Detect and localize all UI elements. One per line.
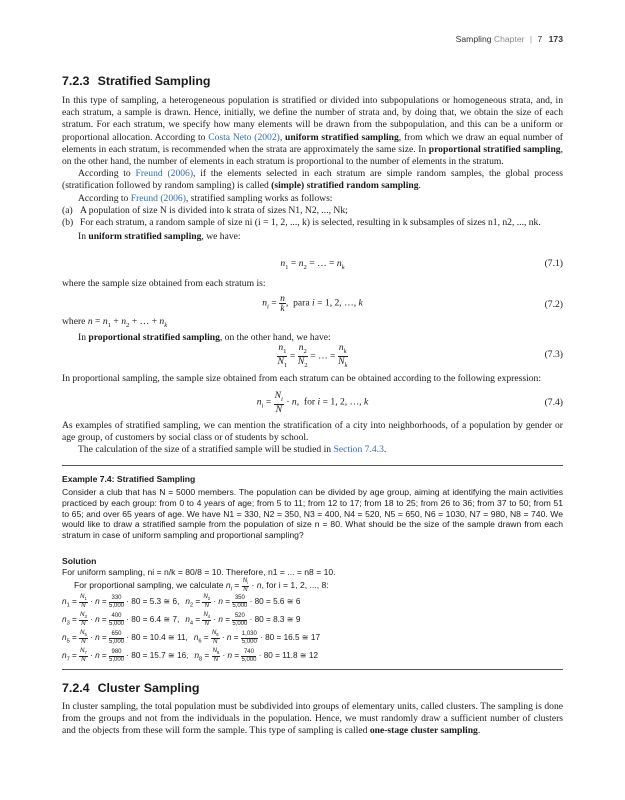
stratum-calc: $n_6$ = $\frac{N_6}{N}$ · n = $\frac{1,030}{5,000}$ · 80 = 16.5 ≅ 17 — [193, 630, 321, 646]
section-title: Stratified Sampling — [97, 74, 211, 88]
citation-freund-1[interactable]: Freund (2006) — [135, 168, 194, 180]
eq-for: for — [303, 396, 316, 408]
equation-7-4 — [62, 391, 563, 415]
eq-para: para — [293, 297, 310, 309]
citation-freund-2[interactable]: Freund (2006) — [130, 192, 186, 204]
paragraph-examples — [62, 420, 563, 457]
text: where — [62, 316, 86, 327]
calculation-row — [62, 630, 320, 646]
text: In cluster sampling, the total population must be subdivided into groups of elementary units, called clusters. The sampling is done from the groups and not from the individuals in the population. Hence, we must randomly draw a sufficient number of clusters and the objects from these will form the sample. This type of sampling is called — [62, 701, 563, 737]
section-heading-724 — [62, 681, 563, 695]
calculation-row — [62, 594, 300, 610]
term-uniform-2: uniform stratified sampling — [88, 231, 202, 243]
calculation-row — [62, 612, 300, 628]
text: According to — [78, 192, 131, 204]
equation-body: $\frac{n_1}{N_1}$ = $\frac{n_2}{N_2}$ = … = $\frac{n_k}{N_k}$ — [277, 342, 348, 369]
term-stratified-random: (simple) stratified random sampling — [271, 180, 419, 192]
uniform-line: For uniform sampling, ni = n/k = 80/8 = 10. Therefore, n1 = ... = n8 = 10. — [62, 567, 336, 577]
header-chapter-word: Chapter — [493, 34, 525, 44]
example-title: Example 7.4: Stratified Sampling — [62, 474, 196, 484]
paragraph-cluster — [62, 701, 563, 738]
equation-number: (7.2) — [544, 299, 563, 310]
text: , if the elements selected in each stratum are simple random samples, the global process (stratification followed by random sampling) is called — [62, 168, 563, 192]
list-label: (b) — [62, 217, 74, 229]
stratum-calc: $n_2$ = $\frac{N_2}{N}$ · n = $\frac{350}{5,000}$ · 80 = 5.6 ≅ 6 — [185, 594, 301, 610]
solution-label: Solution — [62, 556, 97, 566]
text: , — [279, 131, 286, 143]
text: , on the other hand, we have: — [219, 332, 331, 344]
citation-costa-neto[interactable]: Costa Neto (2002) — [208, 131, 280, 143]
link-section-7-4-3[interactable]: Section 7.4.3 — [333, 444, 384, 456]
equation-7-2 — [62, 294, 563, 316]
text: , on the other hand, the number of elements in each stratum is proportional to the number of elements in the stratum. — [62, 143, 563, 168]
text: For proportional sampling, we calculate — [74, 579, 224, 590]
stratum-calc: $n_1$ = $\frac{N_1}{N}$ · n = $\frac{330}{5,000}$ · 80 = 5.3 ≅ 6, — [62, 594, 180, 610]
list-item-a — [62, 205, 563, 217]
text: . — [477, 725, 481, 737]
header-chapter-number: 7 — [537, 34, 543, 44]
section-heading-723 — [62, 74, 563, 88]
section-title: Cluster Sampling — [97, 681, 200, 695]
stratum-calc: $n_5$ = $\frac{N_5}{N}$ · n = $\frac{650}{5,000}$ · 80 = 10.4 ≅ 11, — [62, 630, 188, 646]
equation-7-1 — [62, 258, 563, 274]
example-body: Consider a club that has N = 5000 members. The population can be divided by age group, aiming at identifying the main activities practiced by each group: from 0 to 4 years of age; from 5 to 11; from 12 to 17; from 18 to 25; from 26 to 36; from 37 to 50; from 51 to 65; and over 65 years of age. We have N1 = 330, N2 = 350, N3 = 400, N4 = 520, N5 = 650, N6 = 1030, N7 = 980, N8 = 740. We would like to draw a stratified sample from the population of size n = 80. What should be the size of the sample drawn from each stratum in case of uniform sampling and proportional sampling? — [62, 487, 563, 541]
paragraph-where — [62, 278, 563, 290]
equation-number: (7.3) — [544, 349, 563, 360]
section-number: 7.2.3 — [62, 74, 90, 88]
list-text: A population of size N is divided into k strata of sizes N1, N2, ..., Nk; — [80, 204, 348, 216]
running-header — [456, 34, 563, 44]
example-box — [62, 465, 563, 670]
header-separator: | — [529, 34, 533, 44]
equation-number: (7.4) — [544, 397, 563, 408]
text: , stratified sampling works as follows: — [185, 192, 333, 204]
text: According to — [78, 168, 136, 180]
equation-body: $n_i$ = $\frac{N_i}{N}$ · n, for i = 1, 2, …, k — [256, 390, 369, 415]
text: The calculation of the size of a stratified sample will be studied in — [78, 444, 334, 456]
equation-body: $n_1 = n_2$ = … = $n_k$ — [280, 258, 345, 271]
paragraph-intro — [62, 95, 563, 243]
text: In this type of sampling, a heterogeneous population is stratified or divided into subpopulations or homogeneous strata, and, in each stratum, a sample is drawn. Hence, initially, we define the number of strata and, by doing that, we obtain the size of each stratum. For each stratum, we specify how many elements will be drawn from the subpopulation, and this can be a uniform or proportional allocation. According to — [62, 95, 563, 143]
header-section: Sampling — [455, 34, 492, 44]
equation-7-3 — [62, 343, 563, 367]
proportional-line: For proportional sampling, we calculate $n_i$ = $\frac{N_i}{N}$ · n, for i = 1, 2, ..., 8: — [74, 578, 329, 594]
calculation-row — [62, 648, 318, 664]
text: . — [383, 444, 387, 456]
stratum-calc: $n_7$ = $\frac{N_7}{N}$ · n = $\frac{980}{5,000}$ · 80 = 15.7 ≅ 16, — [62, 648, 189, 664]
text: where the sample size obtained from each stratum is: — [62, 278, 266, 289]
paragraph-proportional — [62, 373, 563, 385]
term-uniform: uniform stratified sampling — [285, 131, 399, 143]
list-item-b — [62, 217, 563, 229]
text: In — [78, 332, 89, 344]
stratum-calc: $n_4$ = $\frac{N_4}{N}$ · n = $\frac{520}{5,000}$ · 80 = 8.3 ≅ 9 — [185, 612, 301, 628]
text: , from which we draw an equal number of elements in each stratum, is recommended when the strata are approximately the same size. In — [62, 131, 564, 155]
list-text: For each stratum, a random sample of size ni (i = 1, 2, ..., k) is selected, resulting in k subsamples of sizes n1, n2, ..., nk. — [80, 217, 541, 229]
text: In proportional sampling, the sample size obtained from each stratum can be obtained according to the following expression: — [62, 373, 542, 384]
text: , for i = 1, 2, ..., 8: — [261, 579, 329, 590]
term-one-stage: one-stage cluster sampling — [369, 725, 478, 737]
term-proportional-2: proportional stratified sampling — [88, 332, 220, 344]
equation-body: $n_i$ = $\frac{n}{k}$ , para i = 1, 2, …, k — [262, 293, 363, 314]
text: , we have: — [201, 231, 241, 243]
term-proportional: proportional stratified sampling — [428, 143, 561, 155]
equation-number: (7.1) — [544, 258, 563, 269]
stratum-calc: $n_3$ = $\frac{N_3}{N}$ · n = $\frac{400}{5,000}$ · 80 = 6.4 ≅ 7, — [62, 612, 180, 628]
section-number: 7.2.4 — [62, 681, 90, 695]
text: . — [418, 180, 421, 192]
page-number: 173 — [548, 34, 563, 44]
text: In — [78, 231, 89, 243]
stratum-calc: $n_8$ = $\frac{N_8}{N}$ · n = $\frac{740}{5,000}$ · 80 = 11.8 ≅ 12 — [194, 648, 319, 664]
paragraph-sum: where $n = n_1 + n_2$ + … + $n_k$ In proportional stratified sampling, on the other hand, we have: — [62, 316, 331, 344]
text: As examples of stratified sampling, we can mention the stratification of a city into neighborhoods, of a population by gender or age group, of customers by social class or of students by school. — [62, 420, 563, 444]
list-label: (a) — [62, 204, 73, 216]
